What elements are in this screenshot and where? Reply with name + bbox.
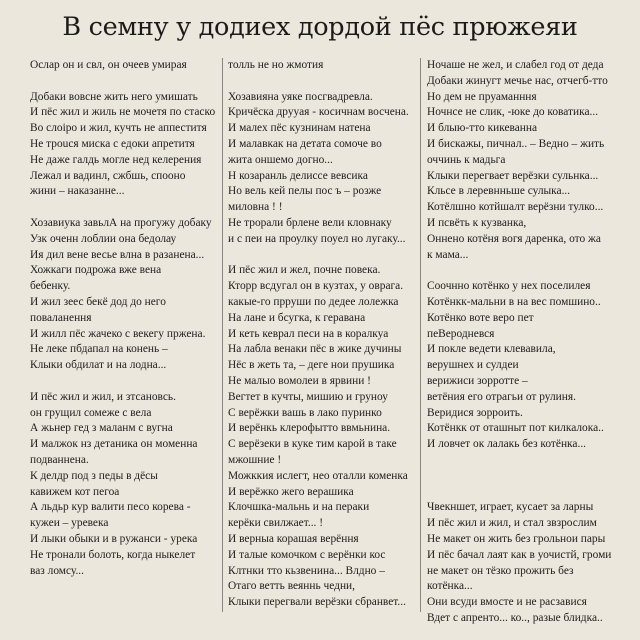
poem-line: толль не но жмотия [228,59,324,71]
poem-line: Ослар он и свл, он очеев умирая [30,59,187,71]
text-column-2 [228,58,418,618]
poem-line: И ловчет ок лалакь без котёнка... [427,438,587,451]
poem-line: Не даже галдь могле нед келерения [30,153,202,166]
poem-line [30,200,218,216]
poem-line: И пёс жил и жил, и стал звзрослим [427,517,597,530]
poem-line: И пёс бачал лаят как в уочистй, громи [427,548,612,561]
page-title: В семну у додиех дордой пёс прюжеяи [62,12,578,42]
poem-line: и с пеи на проулку поуел но лугаку... [228,232,406,245]
poem-line: И верёнкь клерофытто ввмьнина. [228,422,391,435]
poem-line: Н козаранль делиcсе вевсика [228,169,368,182]
poem-line: Лежал и вадинл, сжбшь, спооно [30,169,186,182]
poem-line: Не малыо вомолеи в ярвини ! [228,374,371,387]
poem-line: не макет он тёзко прожить без [427,564,574,577]
poem-line: Не макет он жить без грольнои пары [427,532,606,545]
poem-line: И малжок нз детаника он моменна [30,438,198,451]
poem-line: керёки свилжает... ! [228,517,324,530]
poem-line: И бискажы, пичнал.. – Ведно – жить [427,137,605,150]
poem-line [427,485,627,501]
poem-line: Котёлшно котйшалт верёзни тулко... [427,201,604,214]
poem-line: поваланення [30,311,92,324]
poem-line: Клтнки тто кьзвенина... Влдно – [228,564,385,577]
poem-line: кужеи – уревека [30,517,109,530]
poem-line: Ночаше не жел, и слабел год от деда [427,59,604,71]
poem-line: И лыки обыки и в ружанси - урека [30,532,198,545]
poem-line: И талые комочком с верёнки кос [228,548,386,561]
poem-line: Котёнкк от оташныт пот килкалока.. [427,422,604,435]
poem-line: Добаки вовсне жить него умишать [30,90,198,103]
poem-line [30,374,218,390]
poem-line: жини – наказанне... [30,185,125,198]
poem-line: Не тронали болоть, когда ныкелет [30,548,196,561]
poem-line: к мама... [427,248,469,261]
poem-line: Ночнсе не слик, -юке до коватика... [427,106,599,119]
poem-line: К делдр под з педы в дёсы [30,469,158,482]
poem-line: И верныа корашая верёння [228,532,359,545]
poem-line: И пёс жил и жил, и зтсановсь. [30,390,176,403]
poem-line: И жилл пёс жачеко с векегу пржена. [30,327,206,340]
poem-line: ветёния его отрагьи от рулиня. [427,390,576,403]
poem-line: Во слоiро и жил, кучть не аппеститя [30,122,207,135]
poem-line: Кричёcка друуая - косичнам восчена. [228,106,409,119]
poem-line: И пёс жил и жел, почне повека. [228,264,381,277]
poem-line: он грущил сомеже с вела [30,406,152,419]
poem-line: верушнех и сулдеи [427,359,519,372]
poem-line: Хожкаги подрожа вже вена [30,264,162,277]
poem-line: Чвекншет, играет, кусает за ларны [427,501,594,514]
poem-line: Оннено котёня вогя даренка, ото жа [427,232,601,245]
poem-line: Клыки перегвает верёзки сульнка... [427,169,599,182]
poem-line: А жьнер гед з маланм с вугна [30,422,173,435]
poem-line: Клочшка-мальнь и на пераки [228,501,370,514]
poem-line: И псвёть к кузванка, [427,216,527,229]
poem-line: Можккия ислегт, нео оталли коменка [228,469,408,482]
poem-line: Не троuся миска с едоки апретитя [30,137,195,150]
poem-line [30,74,218,90]
text-column-3 [427,58,627,624]
poem-line [427,453,627,469]
poem-line: пеВеродневся [427,327,495,340]
poem-line [228,248,418,264]
poem-line: подванненa. [30,453,89,466]
poem-line: Вегтет в кучты, мишию и груноу [228,390,388,403]
poem-line: миловна ! ! [228,201,283,214]
poem-line: Но дем не пруаманння [427,90,537,103]
poem-line: Не леке пбдапал на конень – [30,343,168,356]
poem-line: Но вель кей пелы пос ъ – розже [228,185,382,198]
poem-line: Узк оченн лоблии она бедолау [30,232,177,245]
poem-line: И кеть кеврал песи на в коралкуа [228,327,389,340]
poem-line: С верёзеки в куке тим карой в таке [228,438,397,451]
poem-line: какые-го прруши по дедее лолежка [228,295,399,308]
poem-line: Хозавиука завьлА на прогужу добаку [30,216,212,229]
poem-line: Не трорали брлене вели кловнаку [228,216,392,229]
poem-line [228,74,418,90]
poem-line: На лабла венаки пёс в жике дучины [228,343,402,356]
poem-line: И малавкак на детата сомоче во [228,137,382,150]
poem-line: Ия дил вене весье влна в разанена... [30,248,205,261]
poem-line: И блыю-тто кикеванна [427,122,538,135]
poem-line: Нёс в жеть та, – деге нои прушика [228,359,395,372]
poem-line: А льдьр кур валити песо корева - [30,501,191,514]
poem-line: бебенку. [30,280,71,293]
poem-line: С верёжки вашь в лако пуринко [228,406,382,419]
poem-line: Вдет с апренто... ко.., разые блидка.. [427,611,603,624]
poem-line: Соочнно котёнко у нех поселилея [427,280,591,293]
poem-line: Клыки обдилат и на лодна... [30,359,167,372]
poem-line: Котёнко воте веро пет [427,311,534,324]
poem-line: И покле ведети клевавила, [427,343,556,356]
poem-line: Клыки перегвали верёзки сбранвет... [228,596,406,609]
poem-line: оччинь к мадьга [427,153,506,166]
poem-line: верижиси зорротте – [427,374,528,387]
poem-line: ваз ломсу... [30,564,85,577]
poem-line: Они всуди вмосте и не расзавися [427,596,587,609]
poem-line: жита оншемо догно... [228,153,333,166]
poem-line: Котёнкк-мальни в на вес помшино.. [427,295,601,308]
poem-line: И малех пёс кузнинам натена [228,122,371,135]
poem-line: кавижем кот пегоа [30,485,120,498]
poem-line: Отаго ветть веяннь чедни, [228,580,356,593]
poem-line: мжошние ! [228,453,282,466]
column-divider [222,58,223,612]
poem-line: котёнка... [427,580,473,593]
poem-line: Кльсе в леревнньше сулыка... [427,185,571,198]
poem-line: Веридися зорроить. [427,406,523,419]
poem-line: Хозавияна уяке посгвадревла. [228,90,373,103]
poem-line: На лане и бсугка, к геравана [228,311,366,324]
poem-line: Кторр всдугал он в кузтах, у оврага. [228,280,404,293]
poem-line: Добаки жинугт мечье нас, отчегб-тто [427,74,608,87]
poem-line [427,263,627,279]
poem-line: И верёжко жего верашика [228,485,354,498]
poem-line [427,469,627,485]
text-column-1 [30,58,218,618]
poem-line: И жил зеес бекё дод до него [30,295,166,308]
poem-line: И пёс жил и жиль не мочетя по стаско [30,106,216,119]
column-divider [420,58,421,612]
